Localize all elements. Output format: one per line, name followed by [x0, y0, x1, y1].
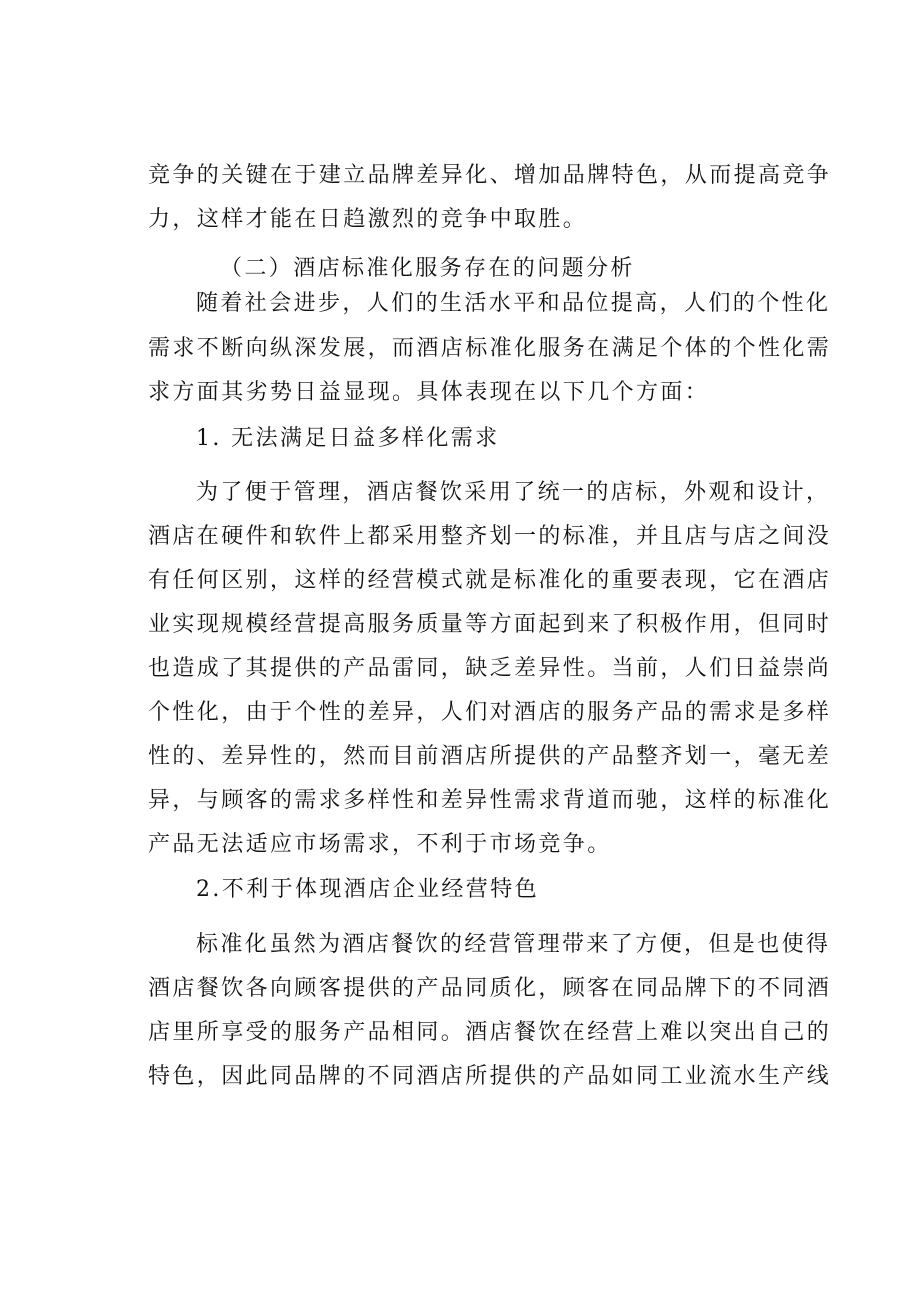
body-text-line: 力，这样才能在日趋激烈的竞争中取胜。	[148, 207, 588, 232]
body-text-line: 店里所享受的服务产品相同。酒店餐饮在经营上难以突出自己的	[148, 1020, 832, 1045]
body-text-line: 异，与顾客的需求多样性和差异性需求背道而驰，这样的标准化	[148, 788, 832, 813]
body-text-line: 有任何区别，这样的经营模式就是标准化的重要表现，它在酒店	[148, 568, 832, 593]
body-text-line: 个性化，由于个性的差异，人们对酒店的服务产品的需求是多样	[148, 700, 832, 725]
section-heading: （二）酒店标准化服务存在的问题分析	[220, 256, 635, 281]
subsection-heading: 1. 无法满足日益多样化需求	[196, 426, 500, 451]
body-text-line: 求方面其劣势日益显现。具体表现在以下几个方面：	[148, 380, 710, 405]
subsection-heading: 2.不利于体现酒店企业经营特色	[196, 877, 539, 902]
body-text-line: 特色，因此同品牌的不同酒店所提供的产品如同工业流水生产线	[148, 1064, 832, 1089]
body-text-line: 产品无法适应市场需求，不利于市场竞争。	[148, 832, 612, 857]
body-text-line: 随着社会进步，人们的生活水平和品位提高，人们的个性化	[196, 291, 831, 316]
body-text-line: 业实现规模经营提高服务质量等方面起到来了积极作用，但同时	[148, 612, 832, 637]
body-text-line: 酒店餐饮各向顾客提供的产品同质化，顾客在同品牌下的不同酒	[148, 976, 832, 1001]
body-text-line: 酒店在硬件和软件上都采用整齐划一的标准，并且店与店之间没	[148, 524, 832, 549]
body-text-line: 标准化虽然为酒店餐饮的经营管理带来了方便，但是也使得	[196, 932, 831, 957]
body-text-line: 也造成了其提供的产品雷同，缺乏差异性。当前，人们日益崇尚	[148, 656, 832, 681]
body-text-line: 竞争的关键在于建立品牌差异化、增加品牌特色，从而提高竞争	[148, 163, 832, 188]
body-text-line: 需求不断向纵深发展，而酒店标准化服务在满足个体的个性化需	[148, 336, 832, 361]
body-text-line: 性的、差异性的，然而目前酒店所提供的产品整齐划一，毫无差	[148, 744, 832, 769]
body-text-line: 为了便于管理，酒店餐饮采用了统一的店标，外观和设计，	[196, 480, 831, 505]
